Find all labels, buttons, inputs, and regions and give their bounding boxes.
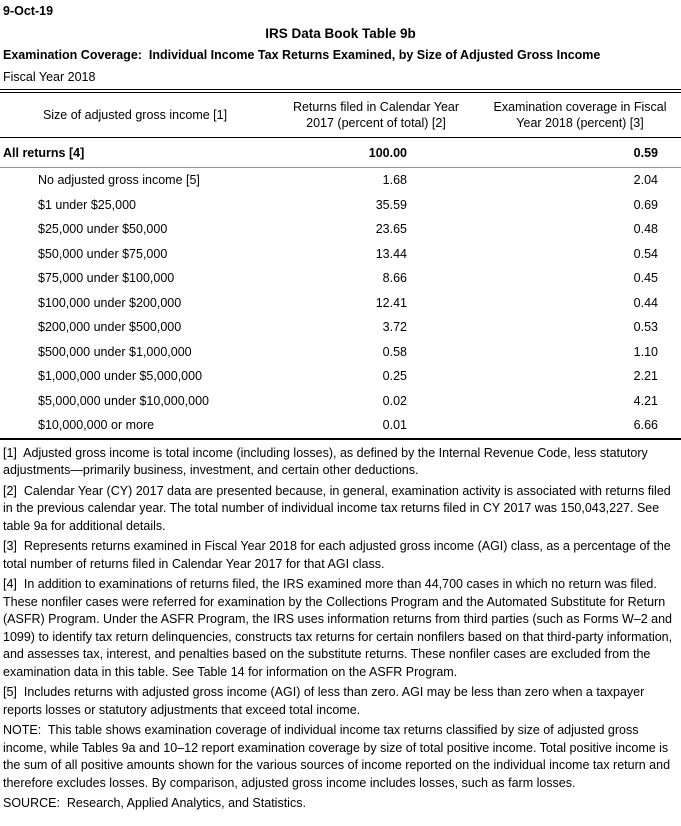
- table-row: [0, 217, 681, 242]
- row-label: $25,000 under $50,000: [38, 222, 168, 237]
- exam-coverage-value: 1.10: [633, 344, 658, 359]
- page-subtitle: Examination Coverage: Individual Income Tax Returns Examined, by Size of Adjusted Gross Income: [3, 48, 601, 62]
- returns-filed-value: 0.58: [382, 344, 407, 359]
- footnote-text: [4] In addition to examinations of returns filed, the IRS examined more than 44,700 cases in which no return was filed. These nonfiler cases were referred for examination by the Collections Program and the Automated Substitute for Return (ASFR) Program. Under the ASFR Program, the IRS uses information returns from third parties (such as Forms W–2 and 1099) to identify tax return delinquencies, constructs tax returns for certain nonfilers based on that third-party information, and assesses tax, interest, and penalties based on the substitute returns. These nonfiler cases are excluded from the examination data in this table. See Table 14 for information on the ASFR Program.: [3, 577, 676, 679]
- footnote-text: [3] Represents returns examined in Fiscal Year 2018 for each adjusted gross income (AGI) class, as a percentage of the total number of returns filed in Calendar Year 2017 for that AGI class.: [3, 539, 675, 571]
- row-label: $50,000 under $75,000: [38, 246, 168, 261]
- table-row: [0, 315, 681, 340]
- table-header-row: [0, 93, 681, 138]
- exam-coverage-value: 0.53: [633, 320, 658, 335]
- row-label: $500,000 under $1,000,000: [38, 344, 192, 359]
- table-row-total: [0, 138, 681, 168]
- column-header-agi-size: Size of adjusted gross income [1]: [42, 108, 228, 122]
- table-row: [0, 291, 681, 316]
- note-text: NOTE: This table shows examination coverage of individual income tax returns classified by size of adjusted gross income, while Tables 9a and 10–12 report examination coverage by size of total positive income. Total positive income is the sum of all positive amounts shown for the various sources of income reported on the individual income tax return and therefore excludes losses. By comparison, adjusted gross income includes losses, such as farm losses.: [3, 723, 674, 790]
- row-label: $5,000,000 under $10,000,000: [38, 393, 209, 408]
- footnotes-section: [0, 440, 681, 813]
- exam-coverage-value: 0.54: [633, 246, 658, 261]
- page-title: IRS Data Book Table 9b: [265, 26, 416, 41]
- returns-filed-value: 0.02: [382, 393, 407, 408]
- total-exam-coverage-value: 0.59: [633, 145, 658, 160]
- exam-coverage-value: 2.21: [633, 369, 658, 384]
- table-row: [0, 266, 681, 291]
- row-label: $75,000 under $100,000: [38, 271, 175, 286]
- table-body: [0, 168, 681, 438]
- returns-filed-value: 3.72: [382, 320, 407, 335]
- row-label: $10,000,000 or more: [38, 418, 155, 433]
- footnote-list: [3, 445, 676, 720]
- returns-filed-value: 0.25: [382, 369, 407, 384]
- table-row: [0, 242, 681, 267]
- table-row: [0, 389, 681, 414]
- row-label: $1,000,000 under $5,000,000: [38, 369, 203, 384]
- exam-coverage-value: 0.69: [633, 197, 658, 212]
- table-row: [0, 413, 681, 438]
- row-label: $100,000 under $200,000: [38, 295, 182, 310]
- returns-filed-value: 1.68: [382, 173, 407, 188]
- fiscal-year-label: Fiscal Year 2018: [3, 70, 96, 84]
- exam-coverage-value: 2.04: [633, 173, 658, 188]
- row-label: $200,000 under $500,000: [38, 320, 182, 335]
- returns-filed-value: 23.65: [375, 222, 407, 237]
- returns-filed-value: 12.41: [375, 295, 407, 310]
- footnote-text: [5] Includes returns with adjusted gross income (AGI) of less than zero. AGI may be less than zero when a taxpayer reports losses or statutory adjustments that exceed total income.: [3, 685, 648, 717]
- exam-coverage-value: 4.21: [633, 393, 658, 408]
- total-row-label: All returns [4]: [3, 145, 85, 160]
- footnote-text: [1] Adjusted gross income is total income (including losses), as defined by the Internal Revenue Code, less statutory adjustments—primarily business, investment, and certain other deductions.: [3, 445, 652, 477]
- returns-filed-value: 0.01: [382, 418, 407, 433]
- table-row: [0, 168, 681, 193]
- column-header-returns-filed: Returns filed in Calendar Year 2017 (percent of total) [2]: [292, 100, 460, 130]
- returns-filed-value: 13.44: [375, 246, 407, 261]
- exam-coverage-value: 0.44: [633, 295, 658, 310]
- table-row: [0, 364, 681, 389]
- row-label: No adjusted gross income [5]: [38, 173, 200, 188]
- source-text: SOURCE: Research, Applied Analytics, and Statistics.: [3, 796, 306, 810]
- table-row: [0, 340, 681, 365]
- exam-coverage-value: 6.66: [633, 418, 658, 433]
- column-header-exam-coverage: Examination coverage in Fiscal Year 2018 (percent) [3]: [493, 100, 667, 130]
- exam-coverage-value: 0.48: [633, 222, 658, 237]
- report-date: 9-Oct-19: [3, 4, 54, 18]
- total-returns-filed-value: 100.00: [368, 145, 407, 160]
- returns-filed-value: 8.66: [382, 271, 407, 286]
- row-label: $1 under $25,000: [38, 197, 137, 212]
- exam-coverage-value: 0.45: [633, 271, 658, 286]
- footnote-text: [2] Calendar Year (CY) 2017 data are presented because, in general, examination activity is associated with returns filed in the previous calendar year. The total number of individual income tax returns filed in CY 2017 was 150,043,227. See table 9a for additional details.: [3, 483, 675, 533]
- table-row: [0, 193, 681, 218]
- returns-filed-value: 35.59: [375, 197, 407, 212]
